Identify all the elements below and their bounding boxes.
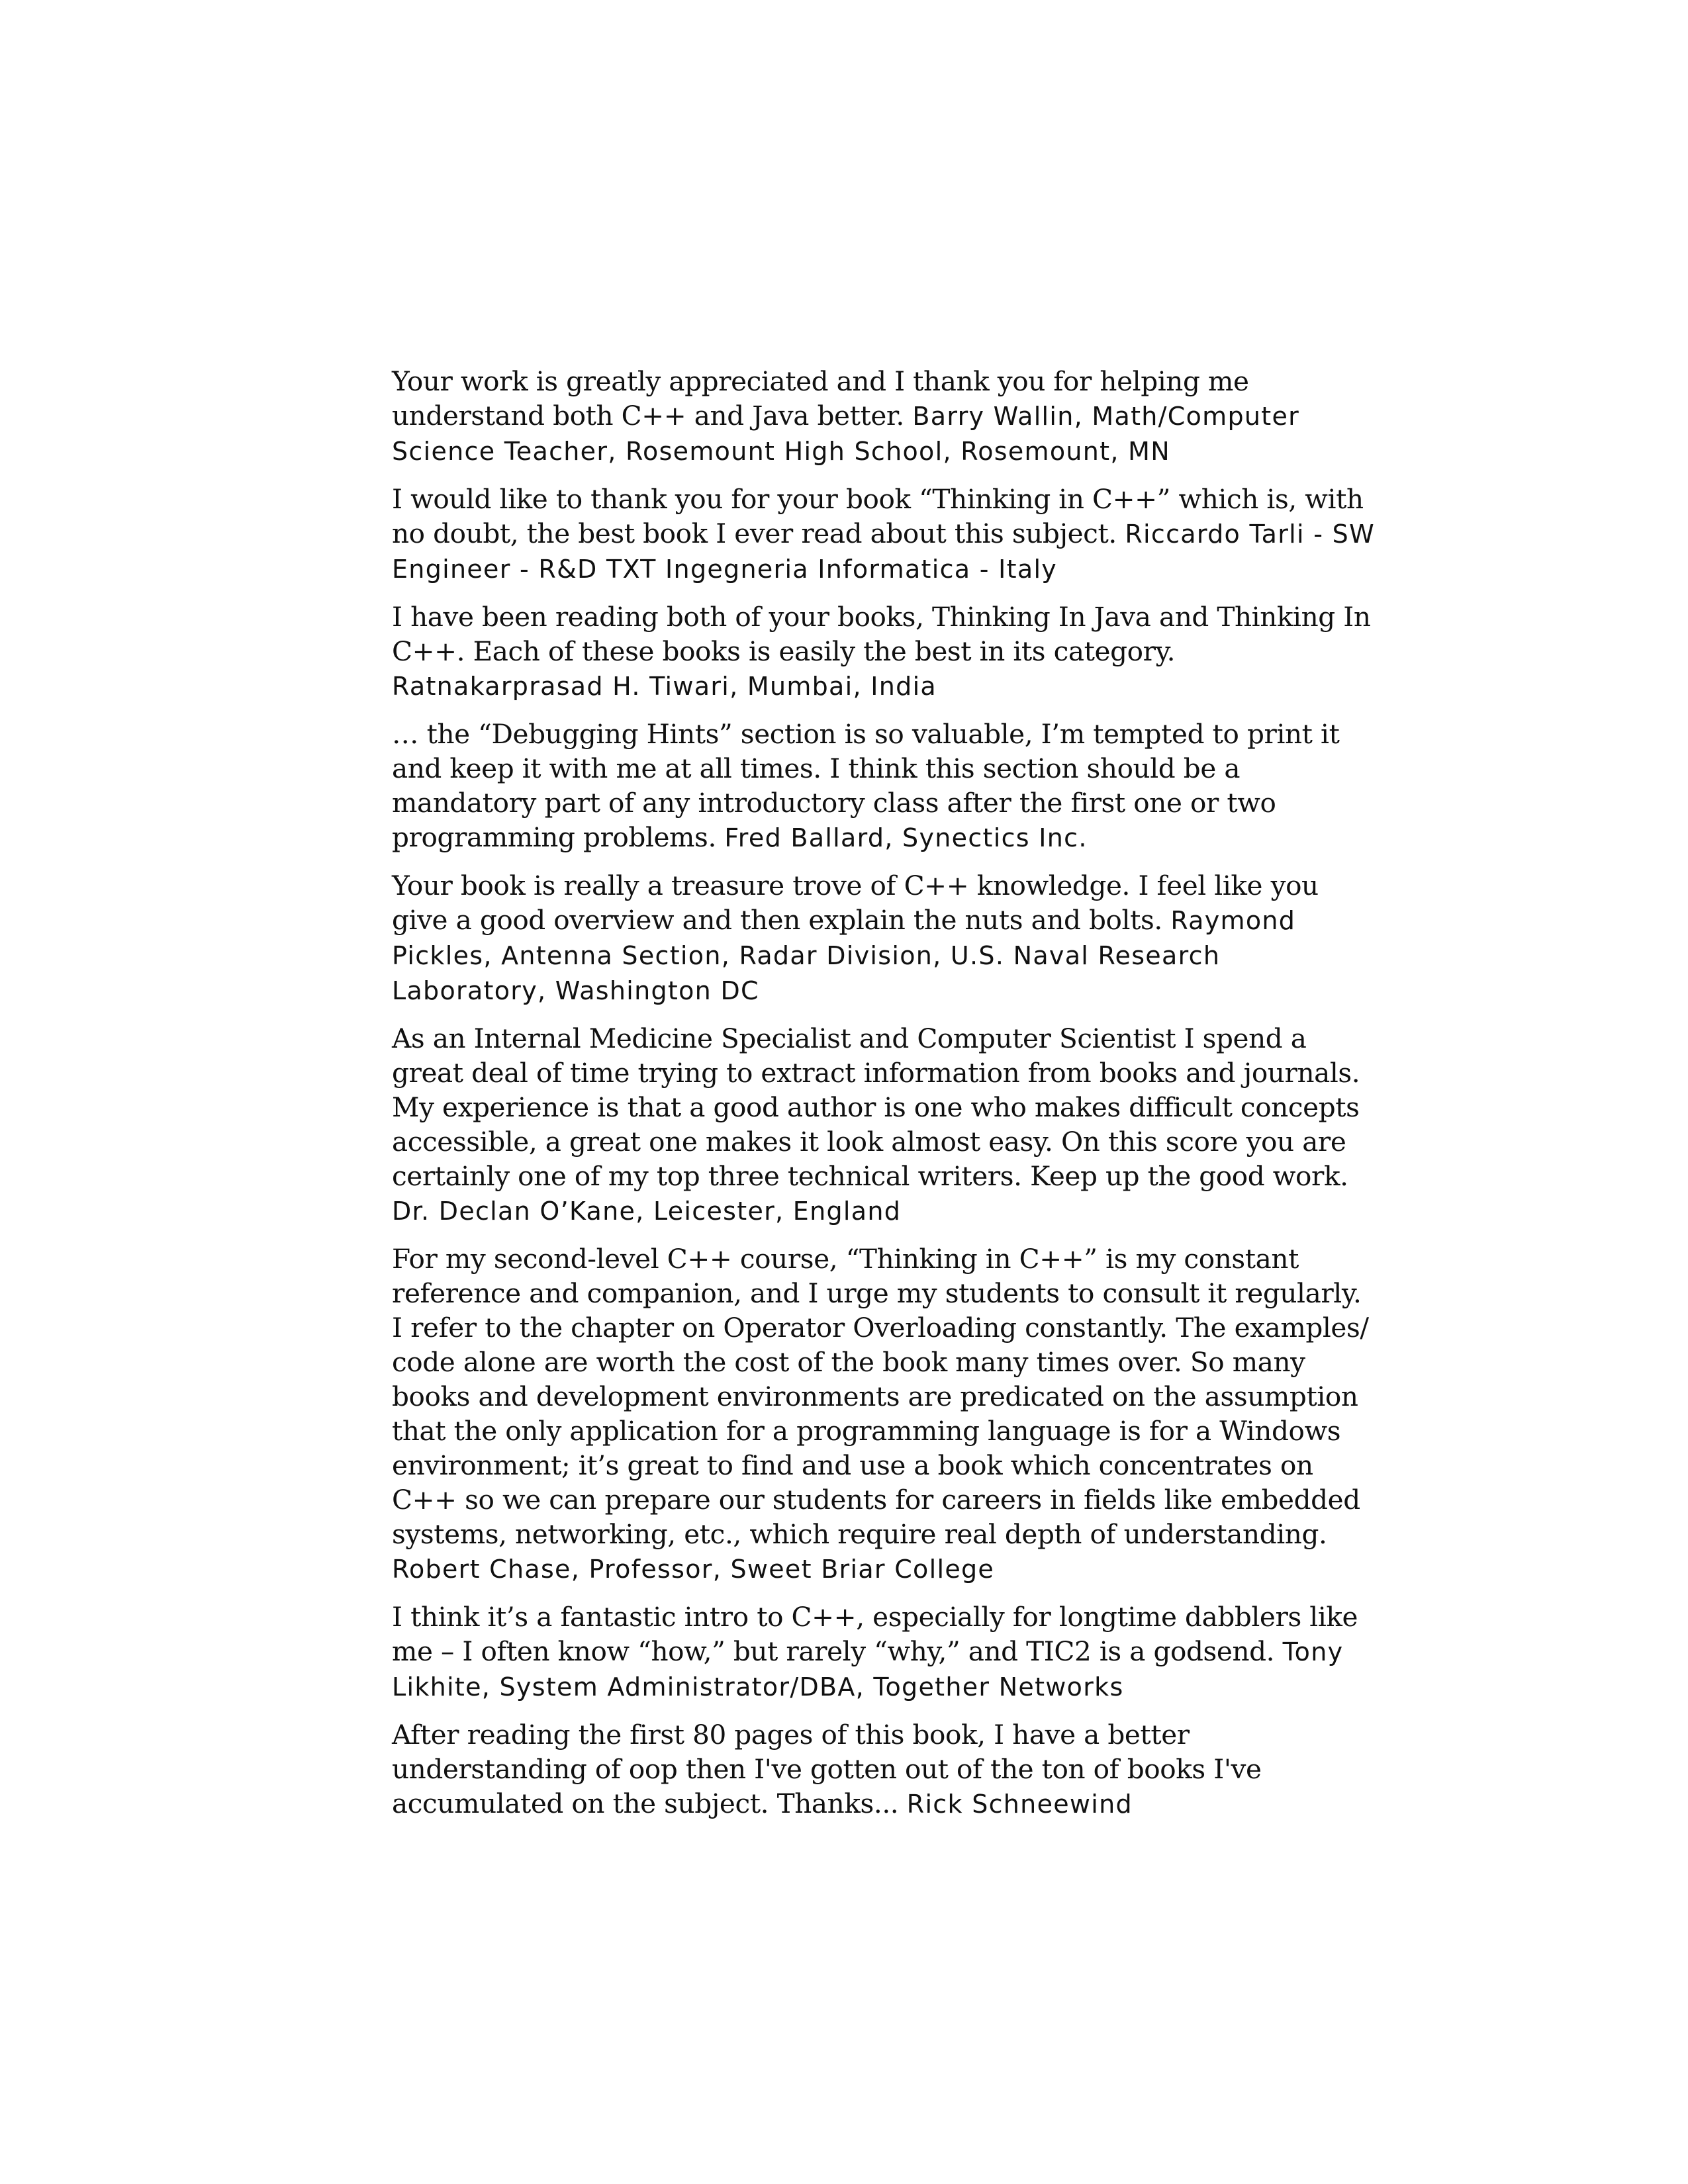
testimonial [392, 1242, 1378, 1586]
testimonials-list [392, 364, 1378, 1835]
testimonial [392, 600, 1378, 704]
testimonial-attribution: Barry Wallin, Math/Computer Science Teacher, Rosemount High School, Rosemount, MN [392, 402, 1300, 466]
testimonial-attribution: Ratnakarprasad H. Tiwari, Mumbai, India [392, 672, 937, 701]
testimonial-text: I would like to thank you for your book “Thinking in C++” which is, with no doubt, the best book I ever read about this subject. [392, 483, 1364, 549]
testimonial-text: I think it’s a fantastic intro to C++, especially for longtime dabblers like me – I often know “how,” but rarely “why,” and TIC2 is a godsend. [392, 1601, 1358, 1667]
testimonial-text: Your work is greatly appreciated and I thank you for helping me understand both C++ and Java better. [392, 365, 1249, 432]
testimonial [392, 1021, 1378, 1228]
testimonial-attribution: Robert Chase, Professor, Sweet Briar College [392, 1555, 995, 1584]
testimonial [392, 364, 1378, 469]
testimonial [392, 482, 1378, 586]
testimonial-text: Your book is really a treasure trove of C++ knowledge. I feel like you give a good overview and then explain the nuts and bolts. [392, 870, 1319, 936]
testimonial-text: As an Internal Medicine Specialist and Computer Scientist I spend a great deal of time trying to extract information from books and journals. My experience is that a good author is one who makes difficult concepts accessible, a great one makes it look almost easy. On this score you are certainly one of my top three technical writers. Keep up the good work. [392, 1023, 1360, 1192]
testimonial [392, 1600, 1378, 1704]
testimonial-attribution: Raymond Pickles, Antenna Section, Radar Division, U.S. Naval Research Laboratory, Washington DC [392, 906, 1296, 1005]
testimonial-attribution: Fred Ballard, Synectics Inc. [724, 823, 1088, 852]
testimonial [392, 717, 1378, 855]
testimonial [392, 868, 1378, 1008]
testimonial [392, 1717, 1378, 1821]
testimonial-attribution: Riccardo Tarli - SW Engineer - R&D TXT Ingegneria Informatica - Italy [392, 520, 1375, 584]
testimonial-text: … the “Debugging Hints” section is so valuable, I’m tempted to print it and keep it with me at all times. I think this section should be a mandatory part of any introductory class after the first one or two programming problems. [392, 718, 1340, 853]
testimonial-attribution: Tony Likhite, System Administrator/DBA, Together Networks [392, 1637, 1344, 1702]
testimonial-text: After reading the first 80 pages of this book, I have a better understanding of oop then I've gotten out of the ton of books I've accumulated on the subject. Thanks... [392, 1719, 1262, 1819]
testimonial-text: For my second-level C++ course, “Thinking in C++” is my constant reference and companion, and I urge my students to consult it regularly. I refer to the chapter on Operator Overloading constantly. The examples/ code alone are worth the cost of the book many times over. So many books and development environments are predicated on the assumption that the only application for a programming language is for a Windows environment; it’s great to find and use a book which concentrates on C++ so we can prepare our students for careers in fields like embedded systems, networking, etc., which require real depth of understanding. [392, 1243, 1369, 1550]
testimonial-text: I have been reading both of your books, Thinking In Java and Thinking In C++. Each of these books is easily the best in its category. [392, 601, 1371, 667]
testimonial-attribution: Rick Schneewind [906, 1790, 1133, 1819]
testimonial-attribution: Dr. Declan O’Kane, Leicester, England [392, 1197, 902, 1226]
